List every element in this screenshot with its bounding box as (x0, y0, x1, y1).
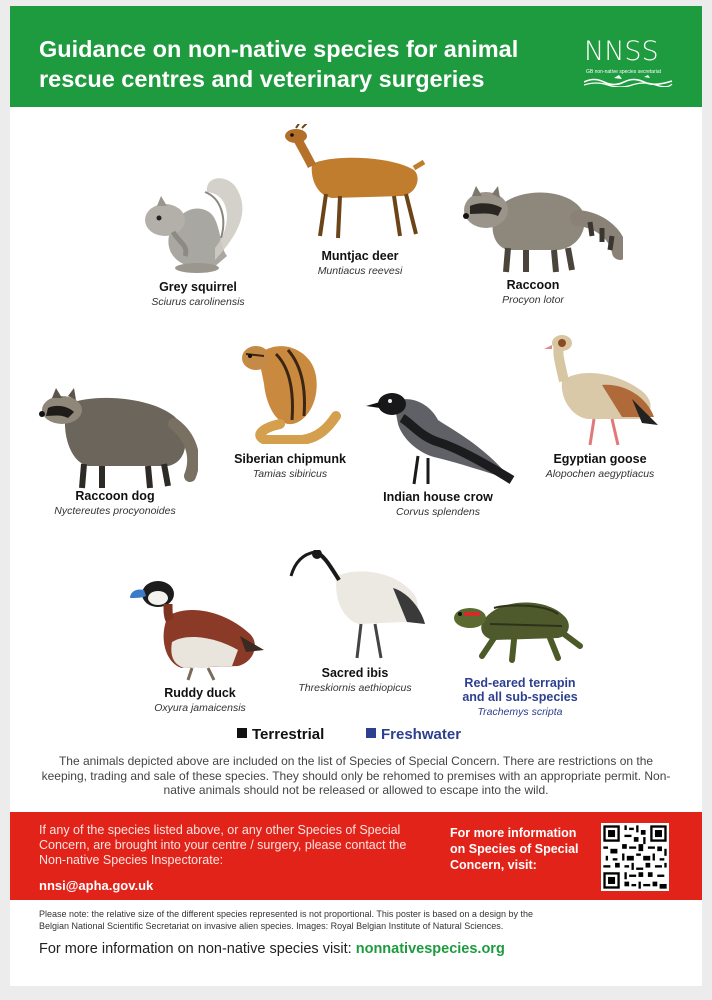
grey-squirrel-image (135, 168, 255, 278)
species-name: Sacred ibis (321, 666, 389, 680)
description-text: The animals depicted above are included on the list of Species of Special Concern. There are restrictions on the keeping, trading and sale of these species. They should only be rehomed to premises with an appropriate permit. Non-native animals should not be released or allowed to escape into the wild. (41, 754, 671, 797)
species-name: Egyptian goose (553, 452, 647, 466)
species-name: Siberian chipmunk (234, 452, 346, 466)
terrestrial-swatch-icon (237, 728, 247, 738)
species-name: Raccoon (506, 278, 560, 292)
note-text: Please note: the relative size of the different species represented is not proportional. This poster is based on a design by the Belgian National Scientific Secretariat on invasive alien species. Images: Royal Belgian Institute of Natural Sciences. (39, 909, 533, 931)
species-siberian-chipmunk (220, 452, 360, 480)
species-latin-name: Oxyura jamaicensis (154, 702, 246, 714)
species-raccoon-dog (40, 489, 190, 517)
species-latin-name: Procyon lotor (502, 294, 564, 306)
footer (39, 941, 505, 957)
raccoon-image (458, 168, 623, 278)
species-raccoon (468, 278, 598, 306)
indian-house-crow-image (366, 384, 516, 490)
species-red-eared-terrapin (450, 676, 590, 718)
species-indian-house-crow (368, 490, 508, 518)
footer-text: For more information on non-native species visit: (39, 941, 356, 957)
species-name: Muntjac deer (321, 249, 399, 263)
more-info-text: For more information on Species of Special Concern, visit: (450, 826, 579, 872)
legend-terrestrial (237, 726, 324, 743)
species-latin-name: Threskiornis aethiopicus (298, 682, 412, 694)
contact-banner (10, 812, 702, 900)
species-egyptian-goose (530, 452, 670, 480)
freshwater-swatch-icon (366, 728, 376, 738)
species-grey-squirrel (128, 280, 268, 308)
legend-freshwater (366, 726, 461, 743)
logo-text: NNSS (584, 36, 659, 67)
species-latin-name: Muntiacus reevesi (317, 265, 403, 277)
title-line-2: rescue centres and veterinary surgeries (39, 66, 485, 92)
species-latin-name: Corvus splendens (395, 506, 481, 518)
species-name: Red-eared terrapin (464, 676, 576, 690)
species-name: Ruddy duck (164, 686, 236, 700)
poster (10, 6, 702, 986)
nnss-logo (584, 36, 684, 96)
muntjac-deer-image (282, 124, 442, 244)
species-latin-name: Sciurus carolinensis (151, 296, 245, 308)
species-name: Indian house crow (383, 490, 493, 504)
species-name-continued: and all sub-species (462, 690, 578, 704)
species-name: Raccoon dog (75, 489, 155, 503)
egyptian-goose-image (542, 333, 662, 451)
contact-text: If any of the species listed above, or any other Species of Special Concern, are brought into your centre / surgery, please contact the Non-native Species Inspectorate: (39, 823, 407, 867)
page-title (39, 34, 579, 94)
species-latin-name: Nyctereutes procyonoides (54, 505, 176, 517)
species-latin-name: Trachemys scripta (477, 706, 563, 718)
siberian-chipmunk-image (232, 332, 342, 444)
logo-wave-icon (584, 75, 674, 87)
species-latin-name: Tamias sibiricus (252, 468, 328, 480)
species-muntjac-deer (290, 249, 430, 277)
header-banner (10, 6, 702, 107)
species-name: Grey squirrel (159, 280, 237, 294)
logo-subtitle: GB non-native species secretariat (586, 69, 662, 75)
species-latin-name: Alopochen aegyptiacus (545, 468, 655, 480)
raccoon-dog-image (38, 384, 198, 492)
red-eared-terrapin-image (454, 590, 584, 670)
qr-code-icon[interactable] (601, 823, 669, 891)
title-line-1: Guidance on non-native species for animal (39, 36, 519, 62)
species-ruddy-duck (130, 686, 270, 714)
sacred-ibis-image (289, 550, 429, 660)
footer-link[interactable]: nonnativespecies.org (355, 941, 505, 957)
ruddy-duck-image (128, 572, 268, 684)
contact-email-link[interactable]: nnsi@apha.gov.uk (39, 878, 154, 893)
species-sacred-ibis (280, 666, 430, 694)
legend-terrestrial-label: Terrestrial (252, 726, 325, 743)
legend-freshwater-label: Freshwater (381, 726, 462, 743)
